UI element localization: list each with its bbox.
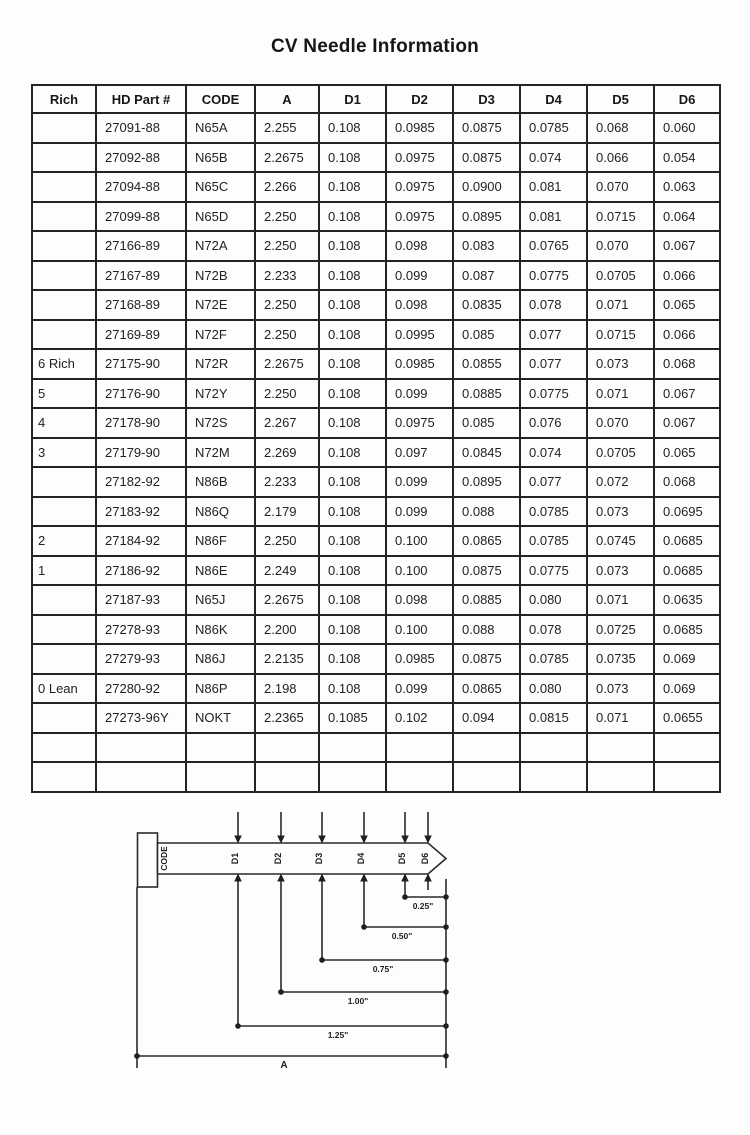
table-cell: 0.0875	[453, 644, 520, 674]
table-cell: 0.100	[386, 526, 453, 556]
table-row	[32, 644, 720, 674]
column-header: A	[255, 85, 319, 113]
table-cell: 2.249	[255, 556, 319, 586]
table-cell: 27178-90	[96, 408, 186, 438]
table-cell: 0.067	[654, 408, 720, 438]
table-cell: N72B	[186, 261, 255, 291]
table-cell: 0.0775	[520, 556, 587, 586]
d5-label: D5	[397, 852, 407, 865]
table-cell: 0.078	[520, 615, 587, 645]
table-cell: 27184-92	[96, 526, 186, 556]
table-cell: 0.068	[654, 467, 720, 497]
d6-label: D6	[420, 852, 430, 865]
table-row	[32, 703, 720, 733]
table-cell: 0.0875	[453, 143, 520, 173]
table-cell: 0.080	[520, 674, 587, 704]
table-cell: 0.0875	[453, 556, 520, 586]
table-cell: 0.068	[654, 349, 720, 379]
table-cell: 0.108	[319, 231, 386, 261]
table-row	[32, 231, 720, 261]
table-cell: 0.0895	[453, 467, 520, 497]
table-cell: 0.076	[520, 408, 587, 438]
table-cell: 0.073	[587, 674, 654, 704]
table-cell: 0.0785	[520, 113, 587, 143]
table-cell: 0.097	[386, 438, 453, 468]
table-cell: 0.064	[654, 202, 720, 232]
table-cell: 0.0635	[654, 585, 720, 615]
table-cell: 0.099	[386, 379, 453, 409]
table-cell: 1	[32, 556, 96, 586]
table-cell: 0.071	[587, 585, 654, 615]
table-cell: 2.233	[255, 261, 319, 291]
table-cell: 0.108	[319, 497, 386, 527]
table-cell: 0.0775	[520, 379, 587, 409]
table-cell: 2.198	[255, 674, 319, 704]
table-cell: 0.0705	[587, 438, 654, 468]
table-cell: 0.0885	[453, 379, 520, 409]
table-cell: N65C	[186, 172, 255, 202]
table-cell	[32, 202, 96, 232]
table-cell: 2.269	[255, 438, 319, 468]
table-cell	[587, 762, 654, 792]
table-cell: 0.087	[453, 261, 520, 291]
table-cell	[32, 261, 96, 291]
table-cell: 5	[32, 379, 96, 409]
table-cell: 27179-90	[96, 438, 186, 468]
table-cell: N72S	[186, 408, 255, 438]
table-cell: N86F	[186, 526, 255, 556]
table-row	[32, 379, 720, 409]
table-cell: 27187-93	[96, 585, 186, 615]
table-cell: N86Q	[186, 497, 255, 527]
table-cell: 2.179	[255, 497, 319, 527]
table-cell: N86K	[186, 615, 255, 645]
table-cell: 27099-88	[96, 202, 186, 232]
table-cell: 2.266	[255, 172, 319, 202]
table-row	[32, 290, 720, 320]
table-cell: 27091-88	[96, 113, 186, 143]
table-cell: 0.0715	[587, 320, 654, 350]
table-cell: 0.068	[587, 113, 654, 143]
table-cell: 0.0865	[453, 526, 520, 556]
table-cell: 0.108	[319, 467, 386, 497]
table-cell: 0.0775	[520, 261, 587, 291]
table-cell	[32, 467, 96, 497]
table-row	[32, 674, 720, 704]
table-cell: 0.0975	[386, 408, 453, 438]
column-header: D4	[520, 85, 587, 113]
table-cell: NOKT	[186, 703, 255, 733]
table-cell: 3	[32, 438, 96, 468]
table-cell: 2.267	[255, 408, 319, 438]
table-cell: 0.085	[453, 408, 520, 438]
table-cell: N72A	[186, 231, 255, 261]
table-cell: 0.073	[587, 349, 654, 379]
table-cell: 27169-89	[96, 320, 186, 350]
page-title: CV Needle Information	[271, 36, 479, 57]
table-cell: 0.074	[520, 438, 587, 468]
column-header: CODE	[186, 85, 255, 113]
d4-label: D4	[356, 852, 366, 865]
dimension-dots	[134, 894, 449, 1059]
table-cell: 0.108	[319, 113, 386, 143]
table-cell: 0.108	[319, 556, 386, 586]
table-cell: 0.0685	[654, 556, 720, 586]
table-header-row	[32, 85, 720, 113]
table-cell	[32, 703, 96, 733]
table-cell: 27092-88	[96, 143, 186, 173]
table-cell: 0.0785	[520, 497, 587, 527]
table-cell: 0.067	[654, 231, 720, 261]
table-cell	[32, 231, 96, 261]
table-cell: 0.108	[319, 526, 386, 556]
table-cell: 0.108	[319, 202, 386, 232]
table-cell	[32, 290, 96, 320]
table-cell: 0.108	[319, 438, 386, 468]
table-cell: 0.0655	[654, 703, 720, 733]
table-cell: 0.0785	[520, 526, 587, 556]
table-cell: 27186-92	[96, 556, 186, 586]
table-cell: N72Y	[186, 379, 255, 409]
table-cell: 0.0985	[386, 644, 453, 674]
table-cell: 2.250	[255, 231, 319, 261]
table-cell: 0.108	[319, 379, 386, 409]
table-row	[32, 762, 720, 792]
table-cell: 2.2135	[255, 644, 319, 674]
table-cell: N72R	[186, 349, 255, 379]
code-label: CODE	[159, 846, 169, 871]
table-cell: 0.108	[319, 349, 386, 379]
table-cell	[453, 733, 520, 763]
table-cell: 0.0885	[453, 585, 520, 615]
table-cell: 0.0975	[386, 172, 453, 202]
table-cell	[587, 733, 654, 763]
table-cell: 0.066	[587, 143, 654, 173]
table-cell: 2	[32, 526, 96, 556]
table-cell: 0.081	[520, 172, 587, 202]
table-cell: 0.060	[654, 113, 720, 143]
table-cell: 0.0985	[386, 349, 453, 379]
table-cell: 0.0735	[587, 644, 654, 674]
table-cell: 2.250	[255, 290, 319, 320]
column-header: HD Part #	[96, 85, 186, 113]
table-cell	[32, 762, 96, 792]
table-cell: 2.2675	[255, 349, 319, 379]
table-cell	[186, 762, 255, 792]
table-row	[32, 438, 720, 468]
table-cell: N86J	[186, 644, 255, 674]
table-row	[32, 143, 720, 173]
table-cell: 0.088	[453, 497, 520, 527]
table-cell: 0.085	[453, 320, 520, 350]
table-cell: 2.2675	[255, 143, 319, 173]
table-cell: 0.073	[587, 556, 654, 586]
table-cell: 0.0695	[654, 497, 720, 527]
table-cell: 0.071	[587, 290, 654, 320]
needle-table	[31, 84, 721, 793]
table-cell: 0.108	[319, 644, 386, 674]
table-cell: 0.065	[654, 438, 720, 468]
table-cell: N65D	[186, 202, 255, 232]
table-cell: 2.2365	[255, 703, 319, 733]
table-cell: 0.108	[319, 674, 386, 704]
table-cell: N86E	[186, 556, 255, 586]
table-cell	[32, 320, 96, 350]
table-cell: 0.081	[520, 202, 587, 232]
table-row	[32, 526, 720, 556]
table-cell	[32, 615, 96, 645]
table-cell: N86B	[186, 467, 255, 497]
table-cell: 0.0705	[587, 261, 654, 291]
table-cell: 6 Rich	[32, 349, 96, 379]
table-cell: 0.0835	[453, 290, 520, 320]
table-cell: 27278-93	[96, 615, 186, 645]
table-cell: 0.077	[520, 320, 587, 350]
column-header: D6	[654, 85, 720, 113]
column-header: D3	[453, 85, 520, 113]
table-cell: 0.0975	[386, 202, 453, 232]
table-row	[32, 556, 720, 586]
table-cell: 2.250	[255, 320, 319, 350]
table-cell: 0.102	[386, 703, 453, 733]
table-cell: 0.0855	[453, 349, 520, 379]
table-cell: 0.108	[319, 585, 386, 615]
table-cell: 0.0685	[654, 526, 720, 556]
table-cell	[32, 644, 96, 674]
table-cell: 0.0975	[386, 143, 453, 173]
table-cell: 27273-96Y	[96, 703, 186, 733]
table-cell: 27175-90	[96, 349, 186, 379]
table-cell: 0.069	[654, 674, 720, 704]
table-cell	[386, 733, 453, 763]
table-cell: 0.065	[654, 290, 720, 320]
table-cell	[96, 733, 186, 763]
table-cell	[255, 762, 319, 792]
table-cell: 0.0725	[587, 615, 654, 645]
dim-050-label: 0.50"	[391, 931, 413, 941]
column-header: Rich	[32, 85, 96, 113]
needle-diagram	[0, 795, 750, 1095]
table-cell: 0.088	[453, 615, 520, 645]
table-cell	[32, 113, 96, 143]
table-row	[32, 320, 720, 350]
table-row	[32, 261, 720, 291]
table-row	[32, 408, 720, 438]
table-cell: 0.066	[654, 320, 720, 350]
table-cell: 0.0745	[587, 526, 654, 556]
table-cell: 0.108	[319, 290, 386, 320]
table-row	[32, 467, 720, 497]
overall-length-label: A	[280, 1060, 288, 1071]
d3-label: D3	[314, 852, 324, 865]
table-cell: 27166-89	[96, 231, 186, 261]
d1-label: D1	[230, 852, 240, 865]
table-cell	[654, 762, 720, 792]
table-cell: 27183-92	[96, 497, 186, 527]
table-cell: 0.108	[319, 615, 386, 645]
table-cell: 0.098	[386, 231, 453, 261]
table-cell: 2.250	[255, 379, 319, 409]
table-row	[32, 585, 720, 615]
table-cell: 0.0815	[520, 703, 587, 733]
table-cell: 0.077	[520, 349, 587, 379]
table-cell: 0.108	[319, 261, 386, 291]
table-cell	[319, 762, 386, 792]
table-cell	[32, 143, 96, 173]
table-cell: 0.0845	[453, 438, 520, 468]
table-cell: 0.054	[654, 143, 720, 173]
table-cell: 0.098	[386, 585, 453, 615]
table-cell: 0.098	[386, 290, 453, 320]
table-cell: 0.094	[453, 703, 520, 733]
table-cell	[96, 762, 186, 792]
table-cell	[520, 733, 587, 763]
table-cell: 0.083	[453, 231, 520, 261]
table-cell: 0.108	[319, 143, 386, 173]
table-cell: 0.0715	[587, 202, 654, 232]
table-cell: 0.108	[319, 408, 386, 438]
column-header: D2	[386, 85, 453, 113]
dim-025-label: 0.25"	[412, 901, 434, 911]
table-cell: 0.070	[587, 172, 654, 202]
table-cell: 2.200	[255, 615, 319, 645]
table-cell: 0.0895	[453, 202, 520, 232]
table-cell: 0.071	[587, 379, 654, 409]
table-cell: 0.080	[520, 585, 587, 615]
table-cell: 27176-90	[96, 379, 186, 409]
table-cell: 0.077	[520, 467, 587, 497]
needle-head	[138, 833, 158, 887]
column-header: D1	[319, 85, 386, 113]
table-cell: N86P	[186, 674, 255, 704]
table-cell: 0.070	[587, 408, 654, 438]
table-cell: 0.0985	[386, 113, 453, 143]
table-cell: 4	[32, 408, 96, 438]
table-cell: 0.0995	[386, 320, 453, 350]
table-cell	[186, 733, 255, 763]
table-cell: 27279-93	[96, 644, 186, 674]
table-cell: 27094-88	[96, 172, 186, 202]
table-cell: 0.071	[587, 703, 654, 733]
d2-label: D2	[273, 852, 283, 865]
table-cell	[520, 762, 587, 792]
table-cell: 2.255	[255, 113, 319, 143]
table-row	[32, 202, 720, 232]
table-row	[32, 497, 720, 527]
table-cell: N65B	[186, 143, 255, 173]
table-cell	[654, 733, 720, 763]
table-cell: 0.0785	[520, 644, 587, 674]
table-cell: 0.108	[319, 172, 386, 202]
table-cell: 0.0865	[453, 674, 520, 704]
table-cell	[319, 733, 386, 763]
table-cell: 0.074	[520, 143, 587, 173]
table-cell: 0.099	[386, 467, 453, 497]
table-row	[32, 113, 720, 143]
table-cell: 27280-92	[96, 674, 186, 704]
table-cell: N72F	[186, 320, 255, 350]
table-cell: N65J	[186, 585, 255, 615]
table-cell: 0.0900	[453, 172, 520, 202]
table-row	[32, 172, 720, 202]
table-cell: 0.063	[654, 172, 720, 202]
table-cell	[386, 762, 453, 792]
table-cell: 2.250	[255, 202, 319, 232]
column-header: D5	[587, 85, 654, 113]
dim-100-label: 1.00"	[347, 996, 369, 1006]
table-cell: 0.073	[587, 497, 654, 527]
table-row	[32, 615, 720, 645]
table-cell: 0.066	[654, 261, 720, 291]
table-cell: 2.233	[255, 467, 319, 497]
table-cell: 0.067	[654, 379, 720, 409]
table-cell: 0.099	[386, 497, 453, 527]
table-cell: 0 Lean	[32, 674, 96, 704]
table-cell: 0.099	[386, 674, 453, 704]
table-cell: 0.100	[386, 556, 453, 586]
table-cell: N72E	[186, 290, 255, 320]
dim-125-label: 1.25"	[327, 1030, 349, 1040]
table-cell: 27167-89	[96, 261, 186, 291]
table-cell: 27168-89	[96, 290, 186, 320]
table-cell: N72M	[186, 438, 255, 468]
table-cell	[32, 172, 96, 202]
table-cell: 0.078	[520, 290, 587, 320]
table-cell	[32, 733, 96, 763]
table-cell: 0.069	[654, 644, 720, 674]
table-cell: 0.0875	[453, 113, 520, 143]
table-cell	[32, 585, 96, 615]
table-cell: 2.2675	[255, 585, 319, 615]
table-cell: 0.070	[587, 231, 654, 261]
table-cell: 0.108	[319, 320, 386, 350]
dim-075-label: 0.75"	[372, 964, 394, 974]
table-cell: 0.0685	[654, 615, 720, 645]
table-cell: 0.072	[587, 467, 654, 497]
table-cell: 2.250	[255, 526, 319, 556]
table-cell	[453, 762, 520, 792]
table-cell: 0.099	[386, 261, 453, 291]
table-cell: 27182-92	[96, 467, 186, 497]
table-row	[32, 733, 720, 763]
table-cell: 0.0765	[520, 231, 587, 261]
table-cell	[255, 733, 319, 763]
table-cell: N65A	[186, 113, 255, 143]
table-cell: 0.1085	[319, 703, 386, 733]
table-row	[32, 349, 720, 379]
table-cell: 0.100	[386, 615, 453, 645]
table-cell	[32, 497, 96, 527]
